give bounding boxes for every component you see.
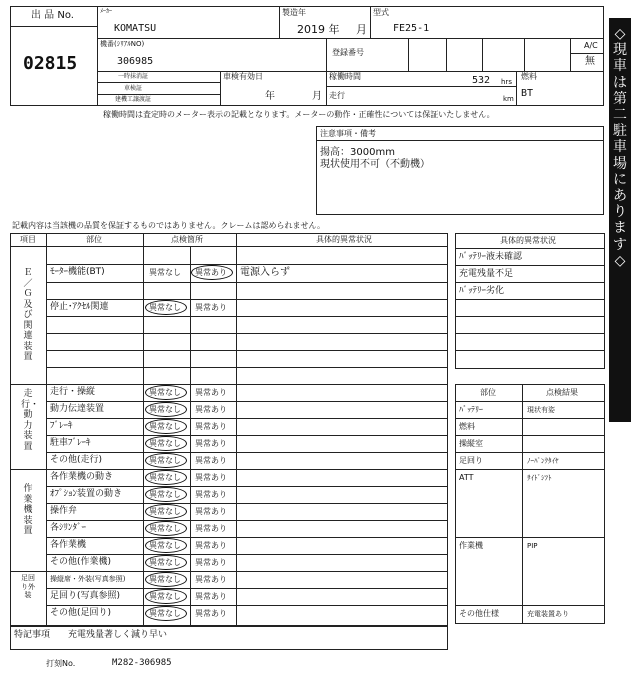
- header-part: 部位: [86, 235, 102, 244]
- normal-circle-mark: [145, 402, 187, 417]
- hours-unit: hrs: [501, 78, 512, 86]
- normal-circle-mark: [145, 504, 187, 519]
- normal-circle-mark: [145, 436, 187, 451]
- right-details-header: 具体的異常状況: [500, 236, 556, 245]
- right-detail-item: ﾊﾞｯﾃﾘｰ劣化: [459, 286, 505, 296]
- part-label: 駐車ﾌﾞﾚｰｷ: [50, 438, 91, 448]
- special-notes-label: 特記事項: [14, 630, 51, 640]
- special-notes-value: 充電残量著しく減り早い: [68, 630, 168, 640]
- header-category: 項目: [20, 235, 36, 244]
- maker-value: KOMATSU: [114, 23, 157, 34]
- abnormal-label: 異常あり: [195, 303, 227, 312]
- results-value: ｻｲﾄﾞｼﾌﾄ: [527, 474, 552, 482]
- serial-label: 機番(ｼﾘｱﾙNO): [100, 40, 145, 48]
- normal-circle-mark: [145, 555, 187, 570]
- location-sidebar: [609, 18, 631, 422]
- part-label: その他(足回り): [50, 608, 112, 618]
- results-part: ATT: [459, 473, 474, 482]
- expiry-month-unit: 月: [312, 91, 322, 102]
- abnormal-label: 異常あり: [195, 268, 227, 277]
- model-value: FE25-1: [393, 23, 430, 34]
- serial-value: 306985: [117, 56, 154, 67]
- year-value: 2019 年: [297, 23, 340, 36]
- abnormal-label: 異常あり: [195, 388, 227, 397]
- abnormal-label: 異常あり: [195, 490, 227, 499]
- construction-cert-label: 建機工譲渡証: [115, 96, 152, 103]
- lot-label: 出 品 No.: [31, 10, 74, 21]
- inspection-table: [10, 233, 448, 626]
- quality-disclaimer: 記載内容は当該機の品質を保証するものではありません。クレームは認められません。: [12, 221, 325, 230]
- normal-label: 異常なし: [149, 609, 181, 618]
- location-text: ◇現車は第二駐車場にあります◇: [613, 26, 627, 269]
- results-result-header: 点検結果: [546, 388, 578, 397]
- fuel-label: 燃料: [521, 72, 537, 81]
- results-value: 現状有姿: [527, 406, 555, 414]
- results-part-header: 部位: [480, 388, 496, 397]
- ac-label: A/C: [584, 41, 598, 50]
- part-label: 各ｼﾘﾝﾀﾞｰ: [50, 523, 87, 533]
- normal-label: 異常なし: [149, 268, 181, 277]
- category-work: 作業機装置: [23, 484, 33, 536]
- right-detail-item: ﾊﾞｯﾃﾘｰ液未確認: [459, 252, 523, 262]
- normal-circle-mark: [145, 572, 187, 587]
- lot-number: 02815: [23, 53, 78, 74]
- part-label: 動力伝達装置: [50, 404, 105, 414]
- abnormal-label: 異常あり: [195, 456, 227, 465]
- registration-label: 登録番号: [332, 48, 364, 57]
- normal-label: 異常なし: [149, 558, 181, 567]
- abnormal-label: 異常あり: [195, 507, 227, 516]
- normal-label: 異常なし: [149, 405, 181, 414]
- results-table: [455, 384, 605, 624]
- part-label: ﾓｰﾀｰ機能(BT): [50, 267, 105, 277]
- results-value: 充電装置あり: [527, 610, 569, 618]
- category-feet: 足回り外装: [21, 574, 35, 599]
- normal-label: 異常なし: [149, 303, 181, 312]
- normal-label: 異常なし: [149, 524, 181, 533]
- fuel-value: BT: [521, 88, 534, 99]
- normal-circle-mark: [145, 470, 187, 485]
- expiry-year-unit: 年: [265, 91, 275, 102]
- normal-circle-mark: [145, 419, 187, 434]
- notes-line-2: 現状使用不可（不動機）: [320, 159, 430, 170]
- abnormal-label: 異常あり: [195, 541, 227, 550]
- abnormal-label: 異常あり: [195, 524, 227, 533]
- abnormal-label: 異常あり: [195, 405, 227, 414]
- normal-circle-mark: [145, 606, 187, 621]
- part-label: 操作弁: [50, 506, 78, 516]
- hours-value: 532: [472, 75, 491, 86]
- results-value: PIP: [527, 542, 538, 550]
- results-part: 足回り: [459, 456, 483, 465]
- part-label: 操縦席・外装(写真参照): [50, 575, 126, 583]
- part-label: 停止･ｱｸｾﾙ関連: [50, 302, 109, 312]
- normal-circle-mark: [145, 487, 187, 502]
- year-label: 製造年: [282, 8, 306, 17]
- abnormal-circle-mark: [191, 265, 233, 280]
- normal-label: 異常なし: [149, 490, 181, 499]
- abnormal-label: 異常あり: [195, 439, 227, 448]
- temp-cert-label: 一時抹消証: [118, 73, 149, 80]
- normal-label: 異常なし: [149, 507, 181, 516]
- results-part: ﾊﾞｯﾃﾘｰ: [459, 405, 483, 414]
- stamp-value: M282-306985: [112, 658, 172, 668]
- header-check: 点検箇所: [171, 235, 203, 244]
- part-label: ﾌﾞﾚｰｷ: [50, 421, 73, 431]
- normal-label: 異常なし: [149, 439, 181, 448]
- model-label: 型式: [373, 8, 389, 17]
- results-part: 作業機: [459, 541, 483, 550]
- stamp-label: 打刻No.: [46, 659, 76, 668]
- part-label: 各作業機の動き: [50, 472, 114, 482]
- normal-label: 異常なし: [149, 592, 181, 601]
- normal-label: 異常なし: [149, 456, 181, 465]
- category-travel: 走行・動力装置: [21, 389, 40, 452]
- mileage-label: 走行: [329, 91, 345, 100]
- abnormal-label: 異常あり: [195, 422, 227, 431]
- part-label: その他(走行): [50, 455, 103, 465]
- part-label: 足回り(写真参照): [50, 591, 121, 601]
- abnormal-label: 異常あり: [195, 609, 227, 618]
- normal-label: 異常なし: [149, 422, 181, 431]
- part-label: 各作業機: [50, 540, 87, 550]
- ac-value: 無: [585, 56, 595, 67]
- normal-label: 異常なし: [149, 388, 181, 397]
- month-unit: 月: [356, 23, 367, 36]
- hours-label: 稼働時間: [329, 72, 361, 81]
- normal-circle-mark: [145, 300, 187, 315]
- normal-label: 異常なし: [149, 541, 181, 550]
- abnormal-label: 異常あり: [195, 473, 227, 482]
- normal-circle-mark: [145, 538, 187, 553]
- abnormal-label: 異常あり: [195, 558, 227, 567]
- part-label: その他(作業機): [50, 557, 112, 567]
- abnormal-label: 異常あり: [195, 592, 227, 601]
- maker-label: ﾒｰｶｰ: [100, 8, 113, 15]
- detail-text: 電源入らず: [240, 267, 290, 278]
- inspection-expiry-label: 車検有効日: [223, 72, 263, 81]
- category-eg: Ｅ／Ｇ及び関連装置: [23, 268, 33, 362]
- normal-label: 異常なし: [149, 575, 181, 584]
- results-part: その他仕様: [459, 609, 499, 618]
- part-label: ｵﾌﾟｼｮﾝ装置の動き: [50, 489, 123, 499]
- notes-label: 注意事項・備考: [320, 129, 376, 138]
- normal-circle-mark: [145, 453, 187, 468]
- right-detail-item: 充電残量不足: [459, 269, 514, 279]
- normal-circle-mark: [145, 589, 187, 604]
- notes-line-1: 揚高：3000mm: [320, 147, 395, 158]
- inspection-cert-label: 車検証: [124, 85, 143, 92]
- normal-circle-mark: [145, 385, 187, 400]
- header-details: 具体的異常状況: [316, 235, 372, 244]
- results-part: 操縦室: [459, 439, 483, 448]
- mileage-unit: km: [503, 95, 514, 103]
- results-value: ﾉｰﾊﾟﾝｸﾀｲﾔ: [527, 457, 559, 465]
- normal-circle-mark: [145, 521, 187, 536]
- normal-label: 異常なし: [149, 473, 181, 482]
- part-label: 走行・操縦: [50, 387, 96, 397]
- hours-disclaimer: 稼働時間は査定時のメーター表示の記載となります。メーターの動作・正確性については保証いたしません。: [103, 110, 495, 119]
- results-part: 燃料: [459, 422, 475, 431]
- abnormal-label: 異常あり: [195, 575, 227, 584]
